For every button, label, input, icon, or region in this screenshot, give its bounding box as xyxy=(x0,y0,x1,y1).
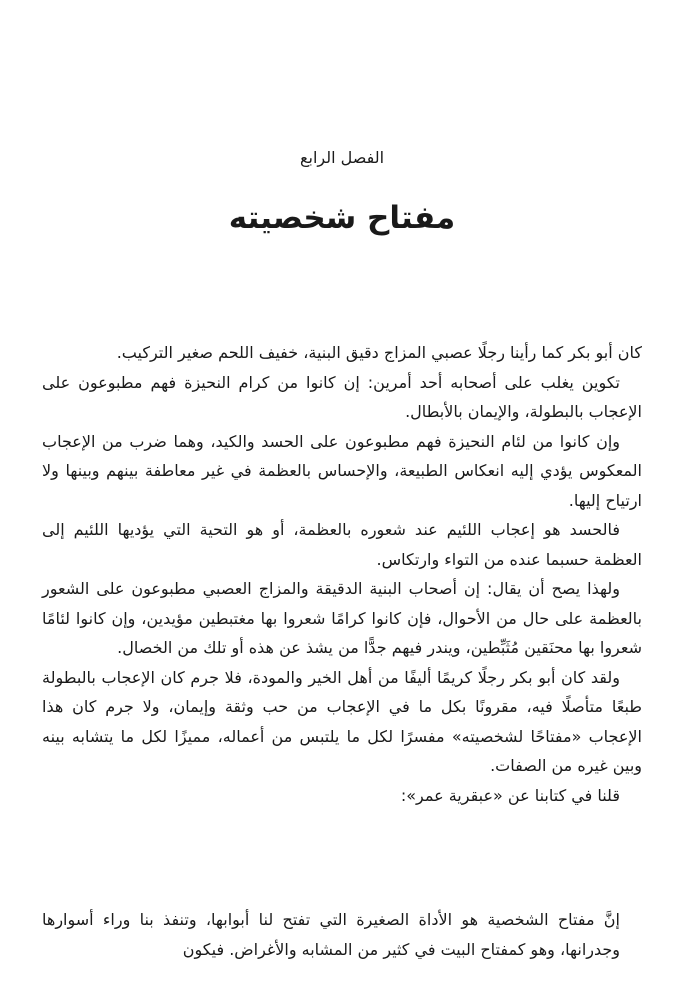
paragraph: تكوين يغلب على أصحابه أحد أمرين: إن كانوا من كرام النحيزة فهم مطبوعون على الإعجاب بالبطولة، والإيمان بالأبطال. xyxy=(42,372,642,421)
block-quote xyxy=(42,905,620,964)
chapter-title: مفتاح شخصيته xyxy=(228,200,456,236)
paragraph: فالحسد هو إعجاب اللئيم عند شعوره بالعظمة، أو هو التحية التي يؤديها اللئيم إلى العظمة حسبما عنده من التواء وارتكاس. xyxy=(42,520,642,569)
quote-text: إنَّ مفتاح الشخصية هو الأداة الصغيرة التي تفتح لنا أبوابها، وتنفذ بنا وراء أسوارها وجدرانها، وهو كمفتاح البيت في كثير من المشابه والأغراض. فيكون xyxy=(42,910,620,959)
paragraph: وإن كانوا من لئام النحيزة فهم مطبوعون على الحسد والكيد، وهما ضرب من الإعجاب المعكوس يؤدي إليه انعكاس الطبيعة، والإحساس بالعظمة في غير معاطفة بينهم وبينها ولا ارتياح إليها. xyxy=(42,431,642,510)
paragraph: ولهذا يصح أن يقال: إن أصحاب البنية الدقيقة والمزاج العصبي مطبوعون على الشعور بالعظمة على حال من الأحوال، فإن كانوا كرامًا شعروا بها مغتبطين مؤيدين، وإن كانوا لئامًا شعروا بها محنَقين مُثَبِّطين، ويندر فيهم جدًّا من يشذ عن هذه أو تلك من الخصال. xyxy=(42,579,642,657)
paragraph: ولقد كان أبو بكر رجلًا كريمًا أليفًا من أهل الخير والمودة، فلا جرم كان الإعجاب بالبطولة طبعًا متأصلًا فيه، مقرونًا بكل ما في الإعجاب من حب وثقة وإيمان، ولا جرم كان هذا الإعجاب «مفتاحًا لشخصيته» مفسرًا لكل ما يلتبس من أعماله، مميزًا لكل ما يتشابه بينه وبين غيره من الصفات. xyxy=(42,667,642,775)
chapter-label: الفصل الرابع xyxy=(299,148,385,167)
body-text xyxy=(42,338,642,810)
paragraph: قلنا في كتابنا عن «عبقرية عمر»: xyxy=(400,785,620,805)
paragraph: كان أبو بكر كما رأينا رجلًا عصبي المزاج دقيق البنية، خفيف اللحم صغير التركيب. xyxy=(116,343,642,362)
